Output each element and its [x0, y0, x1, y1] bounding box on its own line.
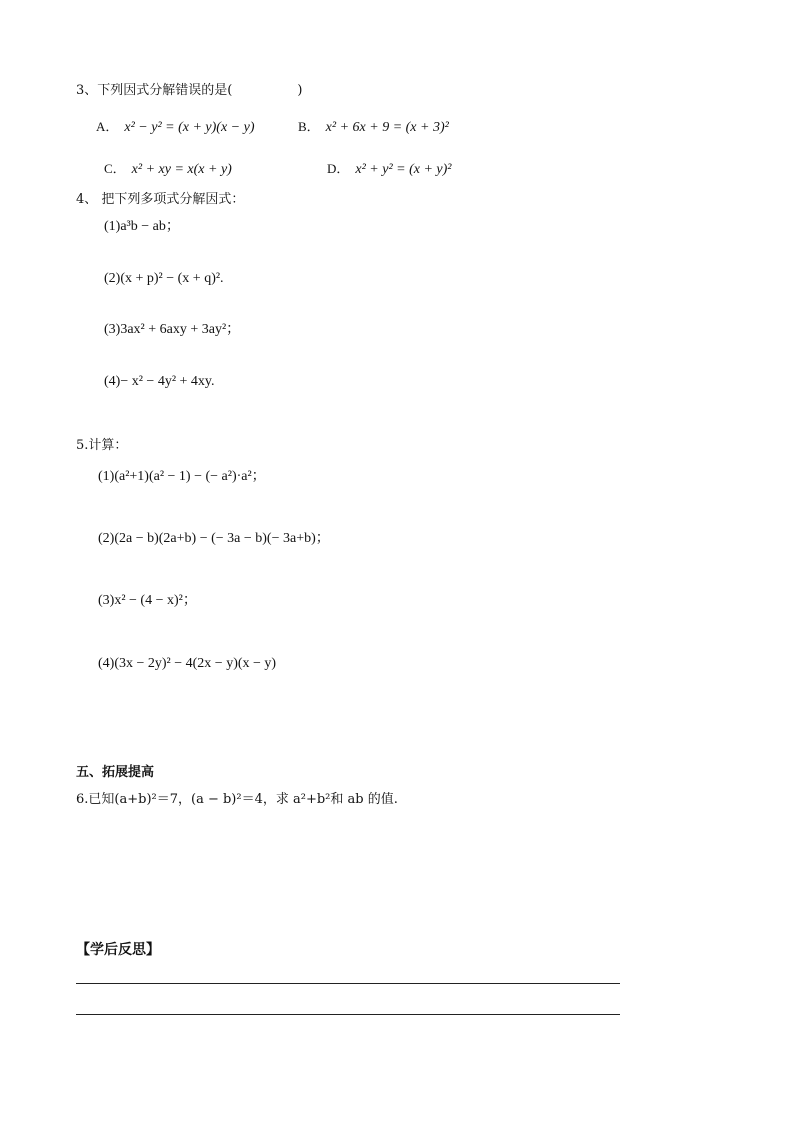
- q3-option-a-expr: x² − y² = (x + y)(x − y): [124, 120, 255, 135]
- q3-option-b-expr: x² + 6x + 9 = (x + 3)²: [325, 120, 449, 135]
- q4-item-2: (2)(x + p)² − (x + q)².: [104, 271, 224, 286]
- q3-option-b: [298, 118, 449, 137]
- q3-option-c-letter: C．: [104, 161, 126, 176]
- q5-item-3: (3)x² − (4 − x)²；: [98, 593, 197, 608]
- reflection-line-2: [76, 1014, 620, 1015]
- q3-option-d: [327, 160, 452, 179]
- q6-text: 6.已知(a+b)²＝7，(a − b)²＝4，求 a²+b²和 ab 的值.: [76, 792, 398, 807]
- reflection-title: 【学后反思】: [76, 942, 160, 958]
- q3-option-a: [96, 118, 255, 137]
- q3-option-d-expr: x² + y² = (x + y)²: [355, 162, 452, 177]
- q4-item-1: (1)a³b − ab；: [104, 219, 180, 234]
- q5-item-1: (1)(a²+1)(a² − 1) − (− a²)·a²；: [98, 469, 266, 484]
- q3-option-b-letter: B．: [298, 119, 320, 134]
- section-extension-title: 五、拓展提高: [76, 765, 155, 780]
- q3-stem: 3、下列因式分解错误的是( ): [76, 83, 303, 98]
- reflection-line-1: [76, 983, 620, 984]
- q3-option-c-expr: x² + xy = x(x + y): [131, 162, 232, 177]
- q3-option-a-letter: A．: [96, 119, 119, 134]
- q4-item-4: (4)− x² − 4y² + 4xy.: [104, 374, 215, 389]
- q5-stem: 5.计算：: [76, 438, 128, 453]
- q3-option-d-letter: D．: [327, 161, 350, 176]
- q4-stem: 4、 把下列多项式分解因式：: [76, 192, 245, 207]
- q5-item-4: (4)(3x − 2y)² − 4(2x − y)(x − y): [98, 656, 277, 671]
- q4-item-3: (3)3ax² + 6axy + 3ay²；: [104, 322, 241, 337]
- q5-item-2: (2)(2a − b)(2a+b) − (− 3a − b)(− 3a+b)；: [98, 531, 330, 546]
- q3-option-c: [104, 160, 232, 179]
